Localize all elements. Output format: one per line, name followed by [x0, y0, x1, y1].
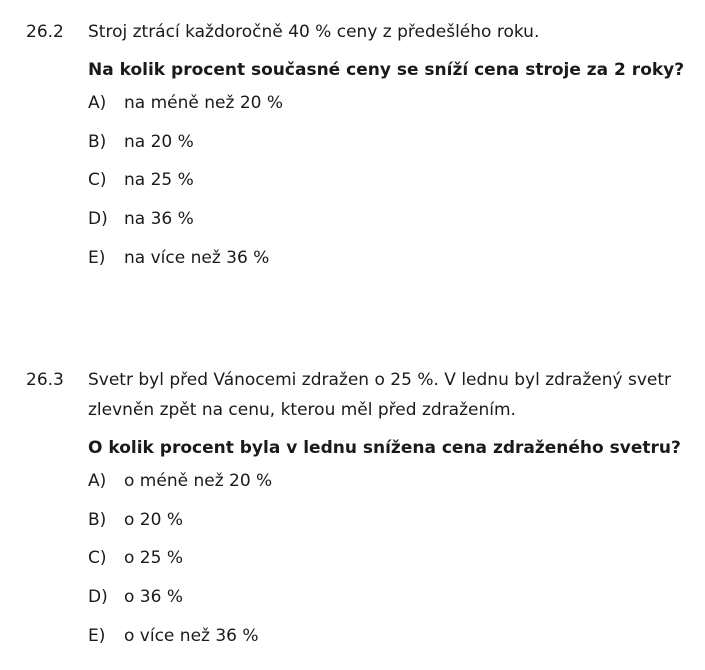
- option-text: o méně než 20 %: [124, 471, 273, 491]
- option-text: na 20 %: [124, 132, 194, 152]
- option-letter: A): [88, 471, 107, 491]
- question-text: Stroj ztrácí každoročně 40 % ceny z předešlého roku.: [88, 22, 540, 42]
- option-letter: B): [88, 510, 107, 530]
- option-text: na 36 %: [124, 209, 194, 229]
- question-number: 26.2: [26, 22, 64, 42]
- option-text: o více než 36 %: [124, 626, 259, 646]
- option-c: [88, 165, 194, 195]
- option-text: o 20 %: [124, 510, 183, 530]
- option-c: [88, 543, 183, 573]
- option-a: [88, 88, 283, 118]
- question-prompt: O kolik procent byla v lednu snížena cena zdraženého svetru?: [88, 438, 681, 458]
- option-letter: E): [88, 626, 106, 646]
- option-d: [88, 582, 183, 612]
- option-text: o 36 %: [124, 587, 183, 607]
- option-e: [88, 621, 259, 651]
- option-a: [88, 466, 272, 496]
- option-text: na méně než 20 %: [124, 93, 284, 113]
- option-letter: C): [88, 170, 107, 190]
- option-text: na 25 %: [124, 170, 194, 190]
- option-text: na více než 36 %: [124, 248, 270, 268]
- option-e: [88, 243, 269, 273]
- option-letter: B): [88, 132, 107, 152]
- question-body: [88, 365, 688, 646]
- question-prompt: Na kolik procent současné ceny se sníží cena stroje za 2 roky?: [88, 60, 685, 80]
- option-letter: A): [88, 93, 107, 113]
- option-d: [88, 204, 194, 234]
- option-letter: E): [88, 248, 106, 268]
- option-text: o 25 %: [124, 548, 183, 568]
- option-b: [88, 505, 183, 535]
- question-number: 26.3: [26, 370, 64, 390]
- option-letter: D): [88, 209, 108, 229]
- option-letter: C): [88, 548, 107, 568]
- question-text: zlevněn zpět na cenu, kterou měl před zdražením.: [88, 400, 516, 420]
- question-text: Svetr byl před Vánocemi zdražen o 25 %. V lednu byl zdražený svetr: [88, 370, 671, 390]
- option-b: [88, 127, 194, 157]
- option-letter: D): [88, 587, 108, 607]
- question-body: [88, 17, 688, 268]
